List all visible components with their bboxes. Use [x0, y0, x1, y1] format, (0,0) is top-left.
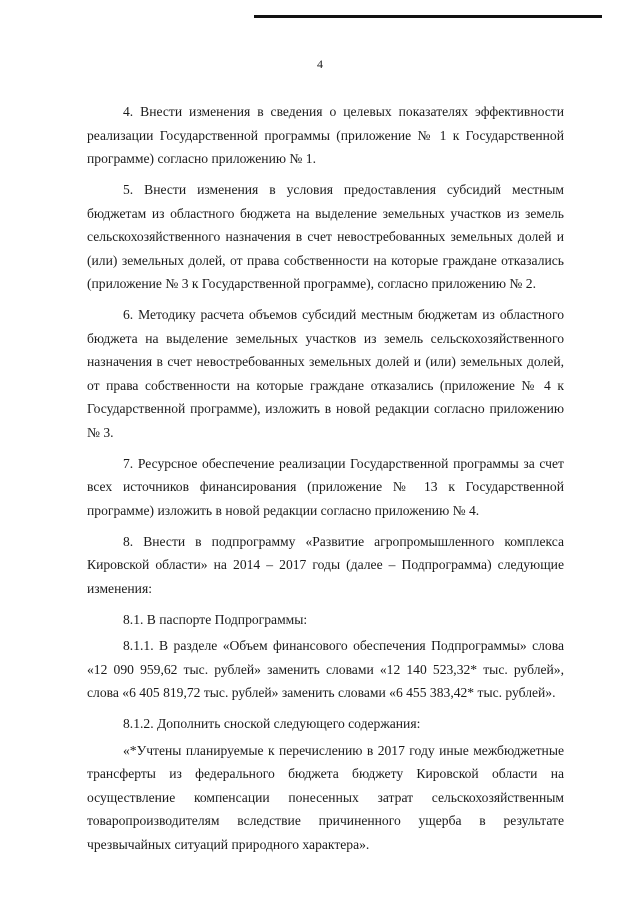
- paragraph-item-7: 7. Ресурсное обеспечение реализации Государственной программы за счет всех источников финансирования (приложение № 13 к Государственной программе) изложить в новой редакции согласно приложению № 4.: [87, 455, 564, 518]
- page-number: 4: [317, 57, 323, 71]
- paragraph-item-8-1-2: 8.1.2. Дополнить сноской следующего содержания:: [123, 716, 421, 731]
- paragraph-item-5: 5. Внести изменения в условия предоставления субсидий местным бюджетам из областного бюджета на выделение земельных участков из земель сельскохозяйственного назначения в счет невостребованных земельных долей и (или) земельных долей, от права собственности на которые граждане отказались (приложение № 3 к Государственной программе), согласно приложению № 2.: [87, 182, 564, 291]
- paragraph-item-4: 4. Внести изменения в сведения о целевых показателях эффективности реализации Государственной программы (приложение № 1 к Государственной программе) согласно приложению № 1.: [87, 104, 564, 166]
- paragraph-item-8-1-1: 8.1.1. В разделе «Объем финансового обеспечения Подпрограммы» слова «12 090 959,62 тыс. рублей» заменить словами «12 140 523,32* тыс. рублей», слова «6 405 819,72 тыс. рублей» заменить словами «6 455 383,42* тыс. рублей».: [87, 638, 564, 700]
- paragraph-item-6: 6. Методику расчета объемов субсидий местным бюджетам из областного бюджета на выделение земельных участков из земель сельскохозяйственного назначения в счет невостребованных земельных долей и (или) земельных долей, от права собственности на которые граждане отказались (приложение № 4 к Государственной программе), изложить в новой редакции согласно приложению № 3.: [87, 307, 564, 440]
- footnote-text: «*Учтены планируемые к перечислению в 2017 году иные межбюджетные трансферты из федерального бюджета бюджету Кировской области на осуществление компенсации понесенных затрат сельскохозяйственным товаропроизводителям вследствие причиненного ущерба в результате чрезвычайных ситуаций природного характера».: [87, 742, 564, 852]
- document-body: [87, 100, 564, 864]
- paragraph-item-8-1: 8.1. В паспорте Подпрограммы:: [123, 611, 308, 627]
- header-rule: [254, 15, 602, 18]
- paragraph-item-8: 8. Внести в подпрограмму «Развитие агропромышленного комплекса Кировской области» на 2014 – 2017 годы (далее – Подпрограмма) следующие изменения:: [87, 533, 564, 596]
